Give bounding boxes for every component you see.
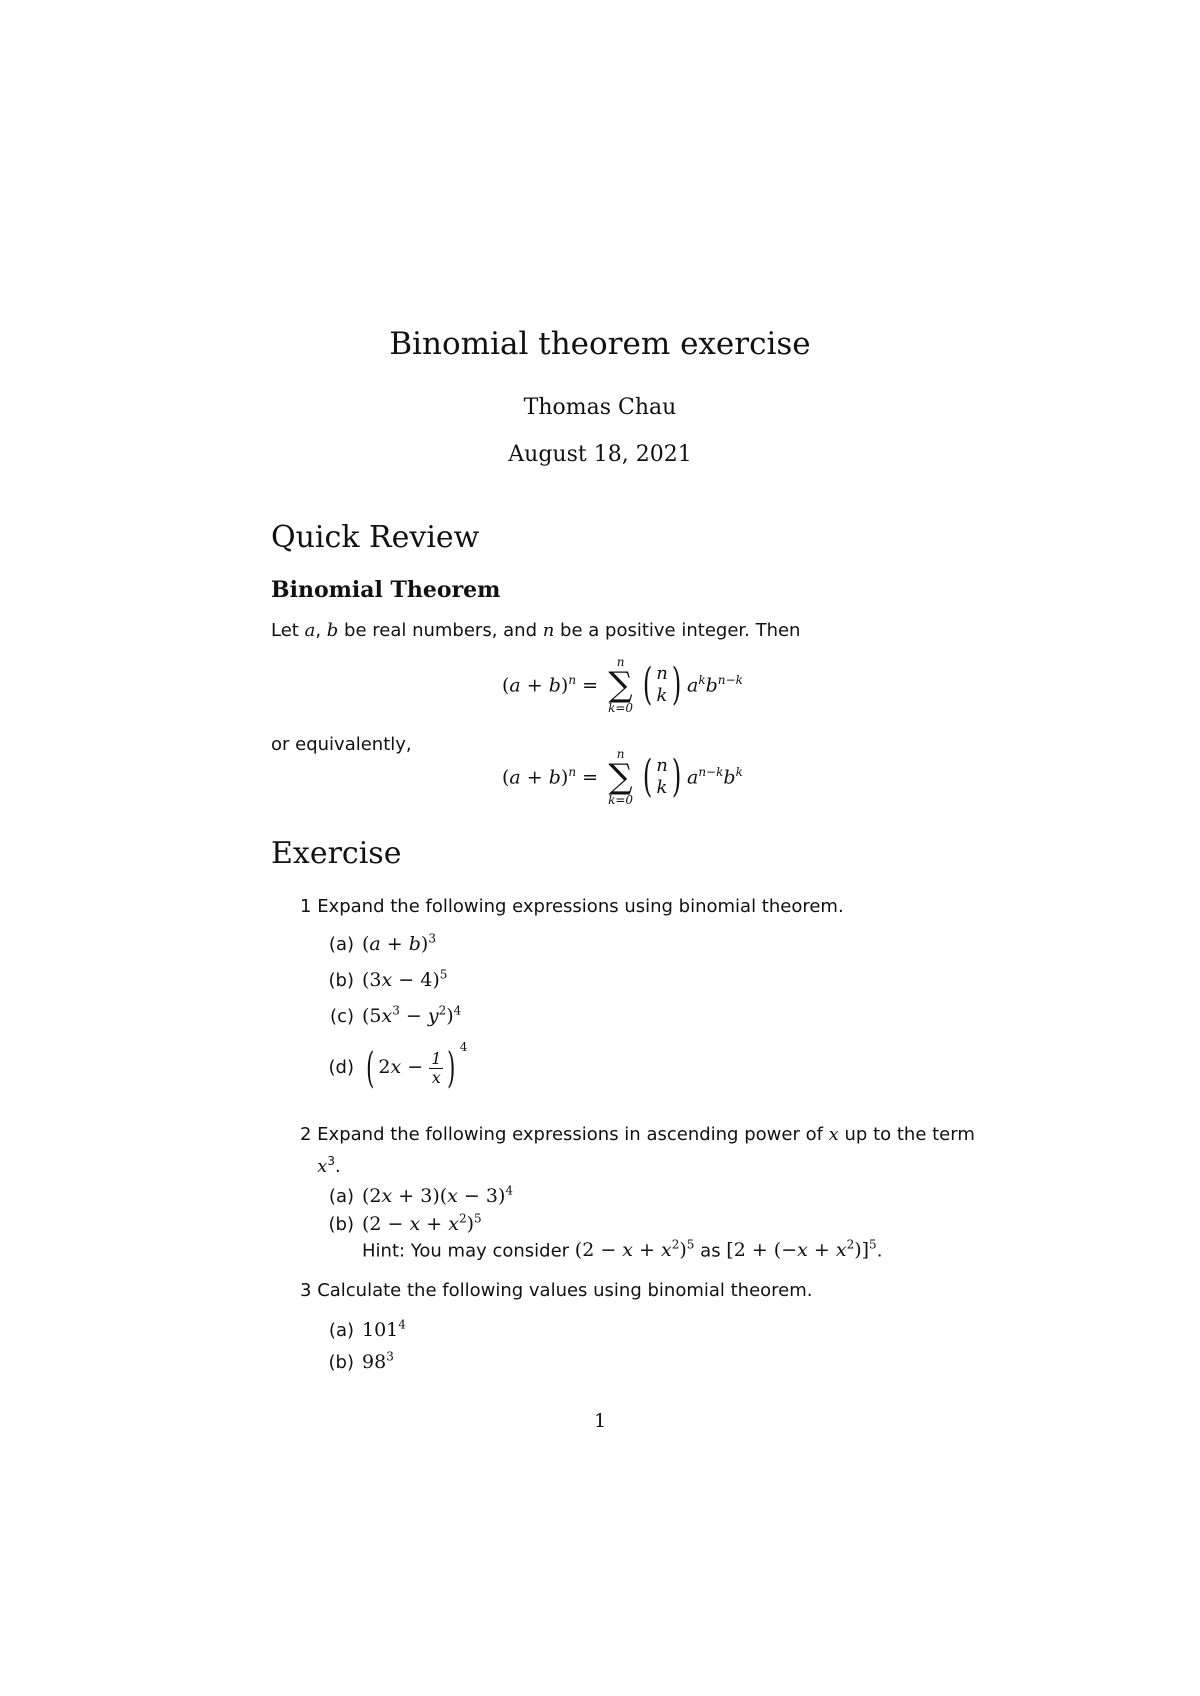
question-3a: (a) $101^4$ [328,1318,406,1342]
question-2b-hint: Hint: You may consider $(2 - x + x^2)^5$ as $[2 + (-x + x^2)]^5$. [362,1238,883,1262]
section-heading-quick-review: Quick Review [271,520,480,555]
question-3b: (b) $98^3$ [328,1350,394,1374]
question-1a: (a) $(a + b)^3$ [328,932,436,956]
question-3: 3 Calculate the following values using binomial theorem. [300,1280,813,1301]
binomial-coefficient: ( n k ) [642,751,682,802]
document-date: August 18, 2021 [508,442,692,467]
binomial-formula-2: $(a + b)^n$ = n ∑ k=0 ( n k ) $a^{n-k}b^k$ [502,747,743,807]
question-1d: (d) ( 2x − $\frac{1}{x}$ ) $^4$ [328,1040,468,1092]
document-title: Binomial theorem exercise [389,326,811,362]
question-2: 2 Expand the following expressions in ascending power of x up to the term $x^3$. [300,1124,975,1177]
question-1b: (b) $(3x - 4)^5$ [328,968,448,992]
summation-symbol: n ∑ k=0 [608,655,634,715]
equivalently-text: or equivalently, [271,734,412,755]
subsection-heading-binomial-theorem: Binomial Theorem [271,577,501,603]
theorem-intro-text: Let a, b be real numbers, and n be a positive integer. Then [271,620,801,641]
page-number: 1 [593,1410,607,1432]
question-2a: (a) $(2x + 3)(x - 3)^4$ [328,1184,514,1208]
question-1c: (c) $(5x^3 - y^2)^4$ [330,1004,462,1028]
summation-symbol: n ∑ k=0 [608,747,634,807]
section-heading-exercise: Exercise [271,836,402,871]
binomial-formula-1: $(a + b)^n$ = n ∑ k=0 ( n k ) $a^kb^{n-k}$ [502,655,743,715]
question-1: 1 Expand the following expressions using binomial theorem. [300,896,844,917]
binomial-coefficient: ( n k ) [642,659,682,710]
question-2b: (b) $(2 - x + x^2)^5$ [328,1212,482,1236]
document-author: Thomas Chau [523,395,677,420]
